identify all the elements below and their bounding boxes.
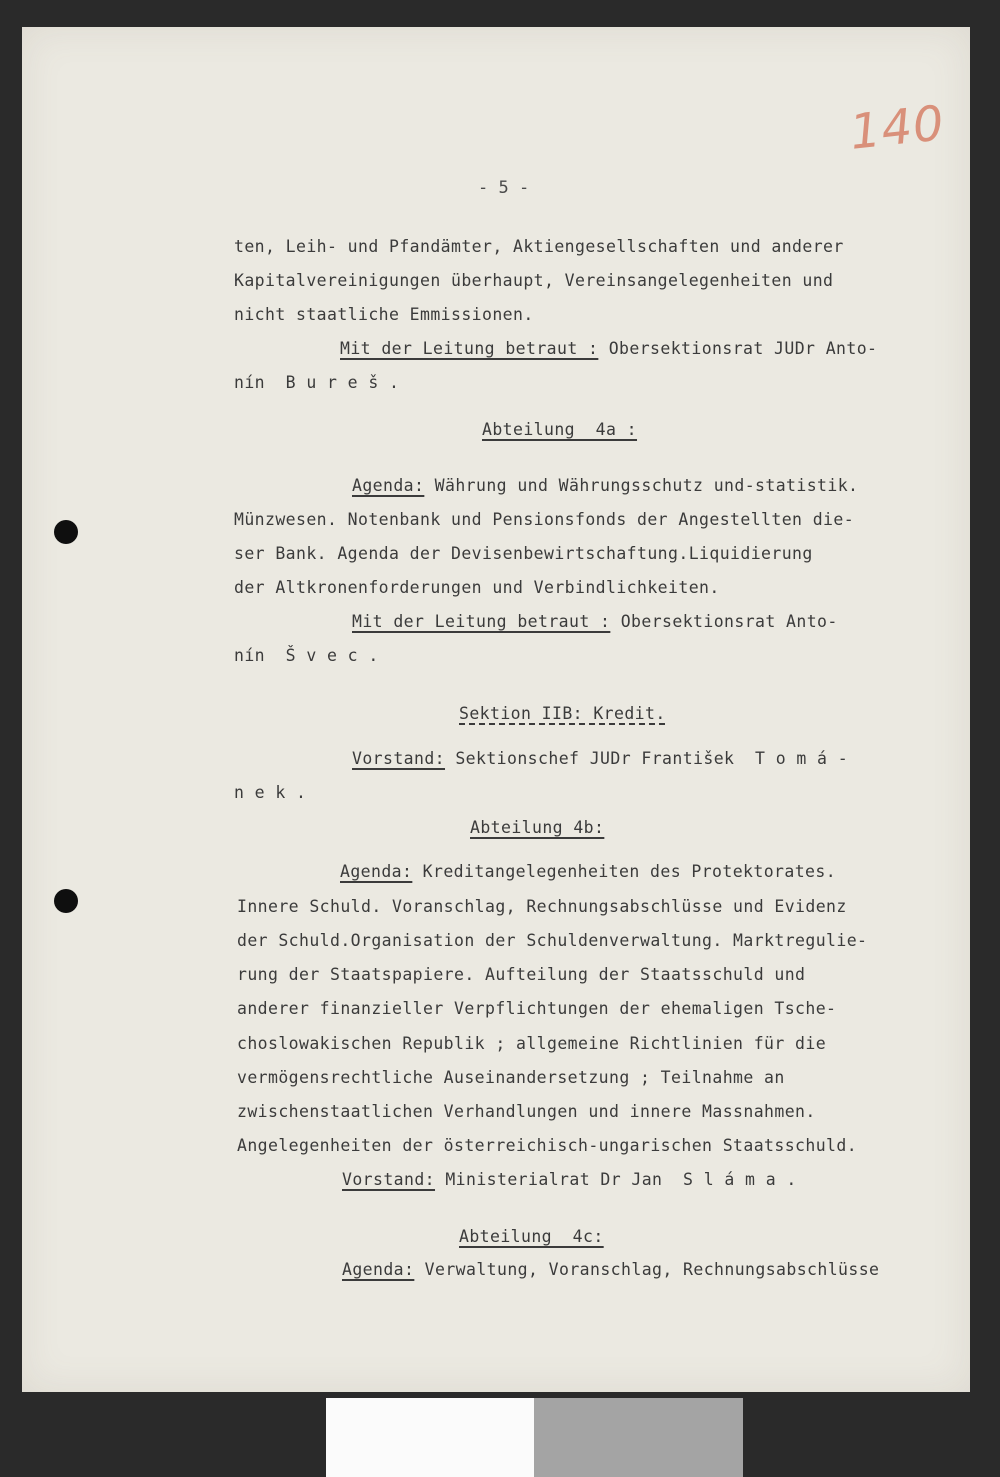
text-line: Kapitalvereinigungen überhaupt, Vereinsangelegenheiten und (234, 271, 834, 290)
text-line: vermögensrechtliche Auseinandersetzung ; Teilnahme an (237, 1068, 785, 1087)
text-line: n e k . (234, 783, 307, 802)
text-line: zwischenstaatlichen Verhandlungen und innere Massnahmen. (237, 1102, 816, 1121)
text-line: Münzwesen. Notenbank und Pensionsfonds der Angestellten die- (234, 510, 855, 529)
vorstand-line: Vorstand: Sektionschef JUDr František T o m á - (352, 749, 849, 768)
leitung-label: Mit der Leitung betraut : Obersektionsrat Anto- (352, 612, 838, 631)
color-reference-white (326, 1398, 534, 1477)
vorstand-line: Vorstand: Ministerialrat Dr Jan S l á m a . (342, 1170, 797, 1189)
text-line: der Altkronenforderungen und Verbindlichkeiten. (234, 578, 720, 597)
section-heading: Abteilung 4c: (459, 1227, 604, 1246)
punch-hole-upper (54, 520, 78, 544)
page-header-number: - 5 - (478, 178, 530, 198)
text-line: ser Bank. Agenda der Devisenbewirtschaftung.Liquidierung (234, 544, 813, 563)
text-line: nín Š v e c . (234, 646, 379, 665)
handwritten-page-number: 140 (847, 95, 948, 161)
agenda-line: Agenda: Verwaltung, Voranschlag, Rechnungsabschlüsse (342, 1260, 880, 1279)
text-line: Innere Schuld. Voranschlag, Rechnungsabschlüsse und Evidenz (237, 897, 847, 916)
section-heading: Sektion IIB: Kredit. (459, 704, 666, 723)
text-line: rung der Staatspapiere. Aufteilung der Staatsschuld und (237, 965, 806, 984)
text-line: nín B u r e š . (234, 373, 400, 392)
text-line: nicht staatliche Emmissionen. (234, 305, 534, 324)
punch-hole-lower (54, 889, 78, 913)
text-line: der Schuld.Organisation der Schuldenverwaltung. Marktregulie- (237, 931, 868, 950)
agenda-line: Agenda: Währung und Währungsschutz und-statistik. (352, 476, 859, 495)
leitung-label: Mit der Leitung betraut : Obersektionsrat JUDr Anto- (340, 339, 878, 358)
color-reference-gray (534, 1398, 743, 1477)
section-heading: Abteilung 4b: (470, 818, 605, 837)
section-heading: Abteilung 4a : (482, 420, 638, 439)
text-line: anderer finanzieller Verpflichtungen der ehemaligen Tsche- (237, 999, 837, 1018)
text-line: choslowakischen Republik ; allgemeine Richtlinien für die (237, 1034, 827, 1053)
text-line: Angelegenheiten der österreichisch-ungarischen Staatsschuld. (237, 1136, 858, 1155)
text-line: ten, Leih- und Pfandämter, Aktiengesellschaften und anderer (234, 237, 844, 256)
agenda-line: Agenda: Kreditangelegenheiten des Protektorates. (340, 862, 837, 881)
